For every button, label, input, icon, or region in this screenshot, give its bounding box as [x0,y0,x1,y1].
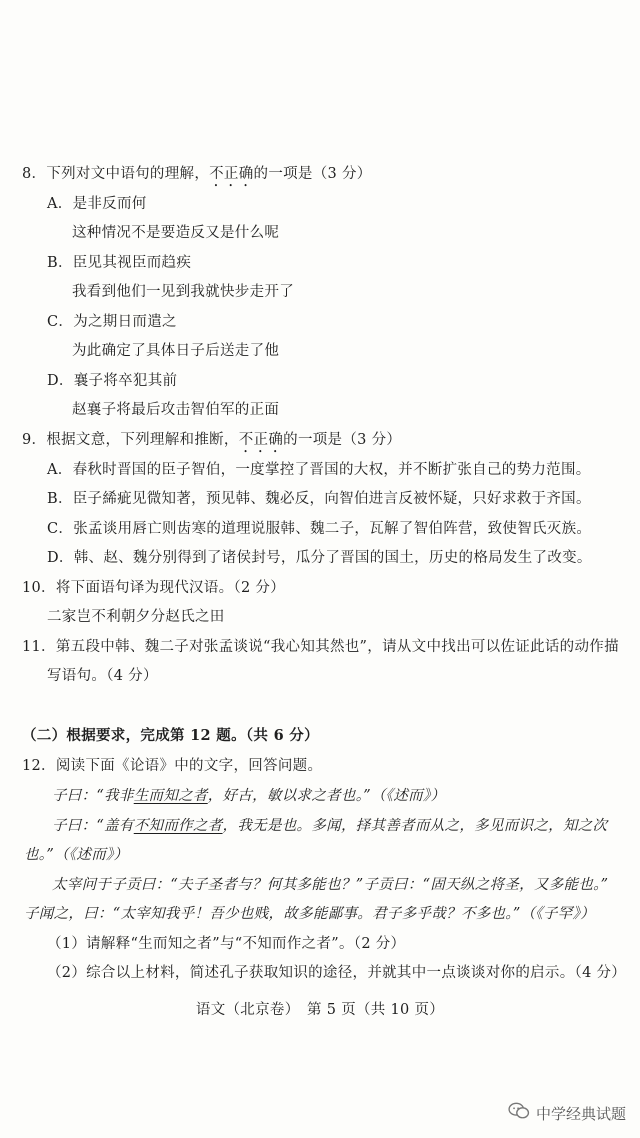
q12-passage-1: 子曰：“我非生而知之者，好古，敏以求之者也。”（《述而》） [52,788,446,804]
q8-option-d: D．襄子将卒犯其前 [47,373,178,389]
q8-option-d-translation: 赵襄子将最后攻击智伯军的正面 [72,402,280,418]
section-heading: （二）根据要求，完成第 12 题。（共 6 分） [22,727,319,744]
q12-passage-2: 子曰：“盖有不知而作之者，我无是也。多闻，择其善者而从之，多见而识之，知之次 [52,818,608,834]
q12-stem: 12．阅读下面《论语》中的文字，回答问题。 [22,758,323,774]
q12-underlined-phrase-2: 不知而作之者 [133,818,223,834]
q10-sentence: 二家岂不利朝夕分赵氏之田 [47,609,225,625]
q9-emphasis: 不正确 [238,432,284,448]
q12-passage-3-cont: 子闻之，曰：“太宰知我乎！吾少也贱，故多能鄙事。君子多乎哉？不多也。”（《子罕》） [24,906,595,922]
q10-stem: 10．将下面语句译为现代汉语。（2 分） [22,580,286,596]
q12-subquestion-2: （2）综合以上材料，简述孔子获取知识的途径，并就其中一点谈谈对你的启示。（4 分） [47,965,627,981]
q8-option-c: C．为之期日而遣之 [47,314,177,330]
q12-subquestion-1: （1）请解释“生而知之者”与“不知而作之者”。（2 分） [47,936,406,952]
q9-option-b: B．臣子絺疵见微知著，预见韩、魏必反，向智伯进言反被怀疑，只好求救于齐国。 [47,491,591,507]
page-footer: 语文（北京卷） 第 5 页（共 10 页） [195,1002,445,1018]
q12-underlined-phrase-1: 生而知之者 [133,788,208,804]
q8-option-c-translation: 为此确定了具体日子后送走了他 [72,343,280,359]
q8-option-a-translation: 这种情况不是要造反又是什么呢 [72,225,280,241]
q9-option-a: A．春秋时晋国的臣子智伯，一度掌控了晋国的大权，并不断扩张自己的势力范围。 [47,462,591,478]
q9-option-c: C．张孟谈用唇亡则齿寒的道理说服韩、魏二子，瓦解了智伯阵营，致使智氏灭族。 [47,521,592,537]
q8-option-b-translation: 我看到他们一见到我就快步走开了 [72,284,294,300]
q12-passage-3: 太宰问于子贡曰：“夫子圣者与？何其多能也？”子贡曰：“固天纵之将圣，又多能也。” [52,877,609,893]
q9-option-d: D．韩、赵、魏分别得到了诸侯封号，瓜分了晋国的国土，历史的格局发生了改变。 [47,550,592,566]
watermark-text: 中学经典试题 [535,1104,626,1123]
wechat-icon [508,1102,530,1124]
q8-emphasis: 不正确 [209,166,254,182]
q9-stem: 9．根据文意，下列理解和推断，不正确的一项是（3 分） [22,432,402,448]
q11-stem-line1: 11．第五段中韩、魏二子对张孟谈说“我心知其然也”，请从文中找出可以佐证此话的动作描 [22,639,619,655]
watermark [508,1102,626,1124]
q8-option-a: A．是非反而何 [47,196,147,212]
q11-stem-line2: 写语句。（4 分） [47,668,158,684]
q8-option-b: B．臣见其视臣而趋疾 [47,255,192,271]
q12-passage-2-cont: 也。”（《述而》） [24,847,129,863]
q8-stem: 8．下列对文中语句的理解，不正确的一项是（3 分） [22,166,372,182]
